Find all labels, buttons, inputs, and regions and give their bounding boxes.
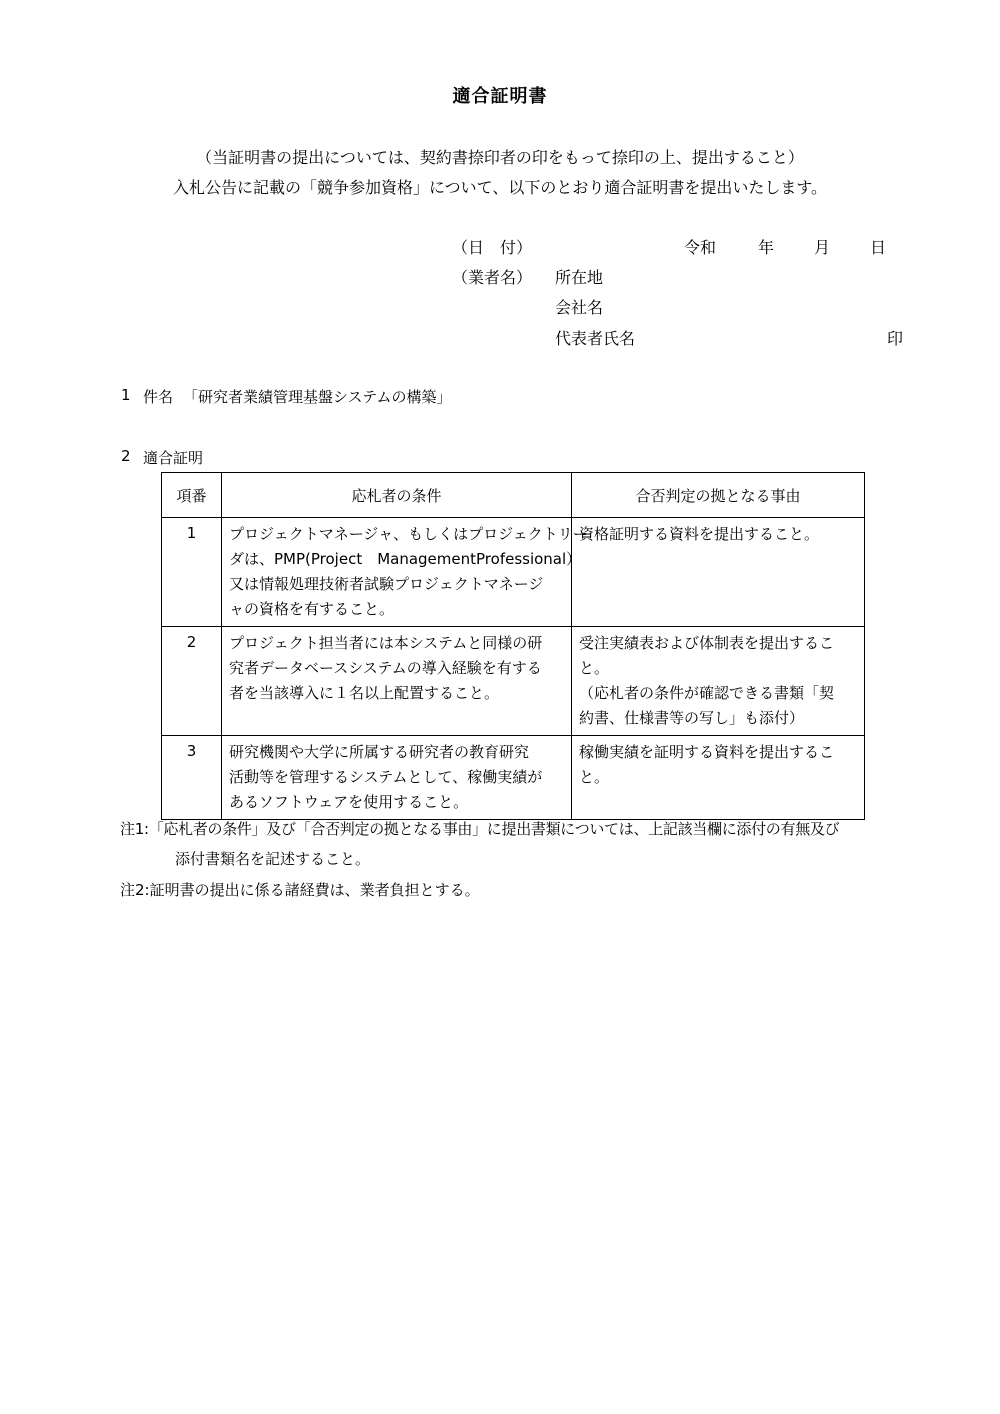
- condition-line: あるソフトウェアを使用すること。: [229, 793, 469, 811]
- era-label: 令和: [684, 238, 717, 257]
- section1-label: 件名: [143, 388, 174, 406]
- condition-line: プロジェクト担当者には本システムと同様の研: [229, 634, 543, 652]
- footnote-1-line2: 添付書類名を記述すること。: [175, 850, 371, 868]
- section2-label: 適合証明: [143, 449, 204, 467]
- table-row: [162, 736, 865, 820]
- submission-instruction: （当証明書の提出については、契約書捺印者の印をもって捺印の上、提出すること）: [196, 148, 804, 167]
- condition-line: プロジェクトマネージャ、もしくはプロジェクトリー: [229, 525, 588, 543]
- condition-line: ダは、PMP(Project ManagementProfessional）: [229, 550, 582, 568]
- section2-number: 2: [121, 447, 131, 465]
- condition-line: 研究機関や大学に所属する研究者の教育研究: [229, 743, 530, 761]
- section1-number: 1: [121, 386, 131, 404]
- condition-cell: [222, 736, 572, 820]
- seal-mark: 印: [887, 329, 904, 348]
- condition-line: 又は情報処理技術者試験プロジェクトマネージ: [229, 575, 544, 593]
- section1-subject: 「研究者業績管理基盤システムの構築」: [183, 388, 452, 406]
- basis-cell: [572, 736, 865, 820]
- page-title: 適合証明書: [452, 86, 548, 107]
- basis-line: 資格証明する資料を提出すること。: [579, 525, 820, 543]
- basis-line: と。: [579, 659, 610, 677]
- representative-label: 代表者氏名: [555, 329, 636, 348]
- row-number: 2: [162, 627, 222, 736]
- condition-line: 者を当該導入に１名以上配置すること。: [229, 684, 500, 702]
- footnote-1-line1: 注1:「応札者の条件」及び「合否判定の拠となる事由」に提出書類については、上記該当欄に添付の有無及び: [120, 820, 840, 838]
- basis-cell: [572, 518, 865, 627]
- year-unit: 年: [758, 238, 775, 257]
- condition-line: ャの資格を有すること。: [229, 600, 395, 618]
- basis-line: 受注実績表および体制表を提出するこ: [579, 634, 835, 652]
- basis-line: と。: [579, 768, 610, 786]
- basis-line: 約書、仕様書等の写し」も添付）: [579, 709, 805, 727]
- table-row: [162, 627, 865, 736]
- condition-line: 活動等を管理するシステムとして、稼働実績が: [229, 768, 543, 786]
- row-number: 1: [162, 518, 222, 627]
- month-unit: 月: [814, 238, 831, 257]
- day-unit: 日: [870, 238, 887, 257]
- company-label: 会社名: [555, 298, 604, 317]
- basis-cell: [572, 627, 865, 736]
- condition-cell: [222, 627, 572, 736]
- condition-line: 究者データベースシステムの導入経験を有する: [229, 659, 542, 677]
- header-item-no: 項番: [162, 473, 222, 518]
- basis-line: 稼働実績を証明する資料を提出するこ: [579, 743, 835, 761]
- row-number: 3: [162, 736, 222, 820]
- address-label: 所在地: [555, 268, 604, 287]
- footnote-2: 注2:証明書の提出に係る諸経費は、業者負担とする。: [120, 881, 480, 899]
- conditions-table: [161, 472, 865, 820]
- date-label: （日 付）: [452, 238, 533, 257]
- vendor-label: （業者名）: [452, 268, 533, 287]
- condition-cell: [222, 518, 588, 627]
- header-basis: 合否判定の拠となる事由: [572, 473, 865, 518]
- intro-statement: 入札公告に記載の「競争参加資格」について、以下のとおり適合証明書を提出いたします。: [172, 178, 828, 197]
- header-condition: 応札者の条件: [222, 473, 572, 518]
- basis-line: （応札者の条件が確認できる書類「契: [579, 684, 835, 702]
- table-row: [162, 518, 865, 627]
